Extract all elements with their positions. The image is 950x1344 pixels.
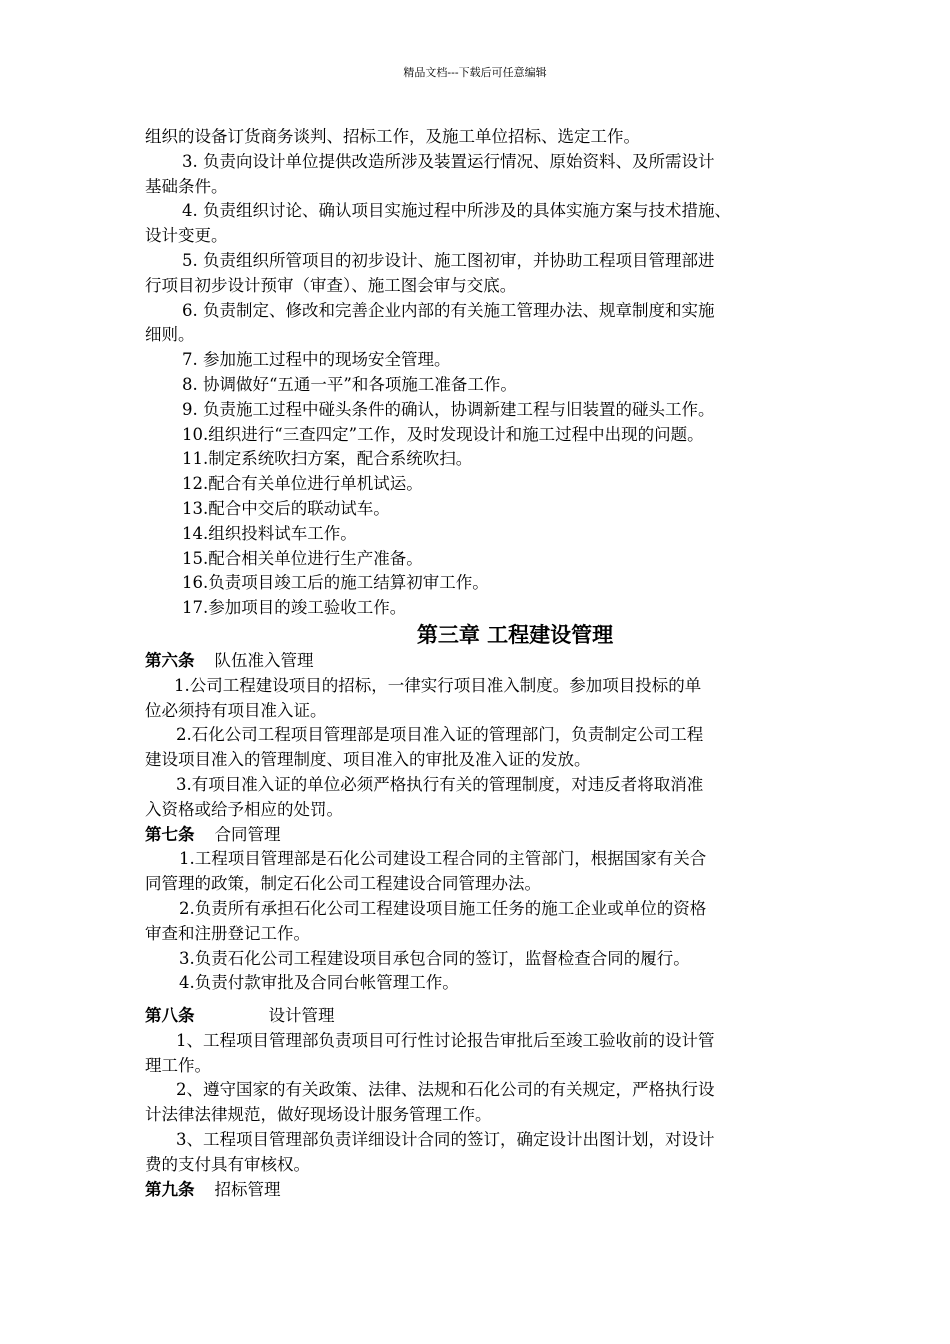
list-item: 14.组织投料试车工作。 [182,523,357,543]
page-header: 精品文档---下载后可任意编辑 [403,66,547,79]
article-label: 第七条 [145,824,195,844]
list-item: 16.负责项目竣工后的施工结算初审工作。 [182,573,489,593]
list-item-continuation: 同管理的政策，制定石化公司工程建设合同管理办法。 [145,874,541,894]
list-item: 9. 负责施工过程中碰头条件的确认，协调新建工程与旧装置的碰头工作。 [182,399,715,419]
list-item: 10.组织进行“三查四定”工作，及时发现设计和施工过程中出现的问题。 [182,424,704,444]
list-item-continuation: 建设项目准入的管理制度、项目准入的审批及准入证的发放。 [145,750,591,770]
article-heading [145,1004,815,1029]
list-item: 4.负责付款审批及合同台帐管理工作。 [179,973,459,993]
list-item-continuation: 理工作。 [145,1055,211,1075]
chapter-title: 第三章 工程建设管理 [416,621,614,647]
list-item-continuation: 行项目初步设计预审（审查）、施工图会审与交底。 [145,275,517,295]
list-item: 13.配合中交后的联动试车。 [182,498,390,518]
list-item-continuation: 位必须持有项目准入证。 [145,700,327,720]
list-item-continuation: 基础条件。 [145,176,228,196]
article-title: 招标管理 [214,1179,281,1199]
document-body [145,125,815,1202]
list-item: 15.配合相关单位进行生产准备。 [182,548,423,568]
article-heading [145,649,815,674]
spacer [145,996,815,1004]
list-item: 3.负责石化公司工程建设项目承包合同的签订，监督检查合同的履行。 [179,948,690,968]
article-title: 合同管理 [214,824,281,844]
paragraph-line: 组织的设备订货商务谈判、招标工作，及施工单位招标、选定工作。 [145,127,640,146]
list-item: 2.石化公司工程项目管理部是项目准入证的管理部门，负责制定公司工程 [176,725,704,745]
list-item-continuation: 计法律法律规范，做好现场设计服务管理工作。 [145,1105,492,1125]
list-item: 3. 负责向设计单位提供改造所涉及装置运行情况、原始资料、及所需设计 [182,151,715,171]
list-item-continuation: 费的支付具有审核权。 [145,1154,310,1174]
list-item: 1.工程项目管理部是石化公司建设工程合同的主管部门，根据国家有关合 [179,849,707,869]
article-label: 第六条 [145,650,195,670]
list-item: 6. 负责制定、修改和完善企业内部的有关施工管理办法、规章制度和实施 [182,300,715,320]
list-item: 12.配合有关单位进行单机试运。 [182,474,423,494]
article-heading [145,1178,815,1203]
article-heading [145,823,815,848]
list-item: 7. 参加施工过程中的现场安全管理。 [182,350,451,370]
list-item-continuation: 审查和注册登记工作。 [145,923,310,943]
list-item: 1、工程项目管理部负责项目可行性讨论报告审批后至竣工验收前的设计管 [176,1030,715,1050]
article-title: 队伍准入管理 [214,650,314,670]
list-item-continuation: 入资格或给予相应的处罚。 [145,799,343,819]
list-item: 1.公司工程建设项目的招标，一律实行项目准入制度。参加项目投标的单 [174,675,702,695]
list-item: 4. 负责组织讨论、确认项目实施过程中所涉及的具体实施方案与技术措施、 [182,201,731,221]
list-item-continuation: 细则。 [145,325,195,345]
article-title: 设计管理 [268,1006,335,1026]
list-item: 5. 负责组织所管项目的初步设计、施工图初审，并协助工程项目管理部进 [182,250,715,270]
list-item: 17.参加项目的竣工验收工作。 [182,598,407,618]
list-item: 2.负责所有承担石化公司工程建设项目施工任务的施工企业或单位的资格 [179,898,707,918]
list-item: 11.制定系统吹扫方案，配合系统吹扫。 [182,449,473,469]
list-item: 8. 协调做好“五通一平”和各项施工准备工作。 [182,374,517,394]
article-label: 第九条 [145,1179,195,1199]
list-item-continuation: 设计变更。 [145,226,228,246]
list-item: 3、工程项目管理部负责详细设计合同的签订，确定设计出图计划，对设计 [176,1130,715,1150]
list-item: 2、遵守国家的有关政策、法律、法规和石化公司的有关规定，严格执行设 [176,1080,715,1100]
list-item: 3.有项目准入证的单位必须严格执行有关的管理制度，对违反者将取消准 [176,774,704,794]
article-label: 第八条 [145,1006,195,1026]
